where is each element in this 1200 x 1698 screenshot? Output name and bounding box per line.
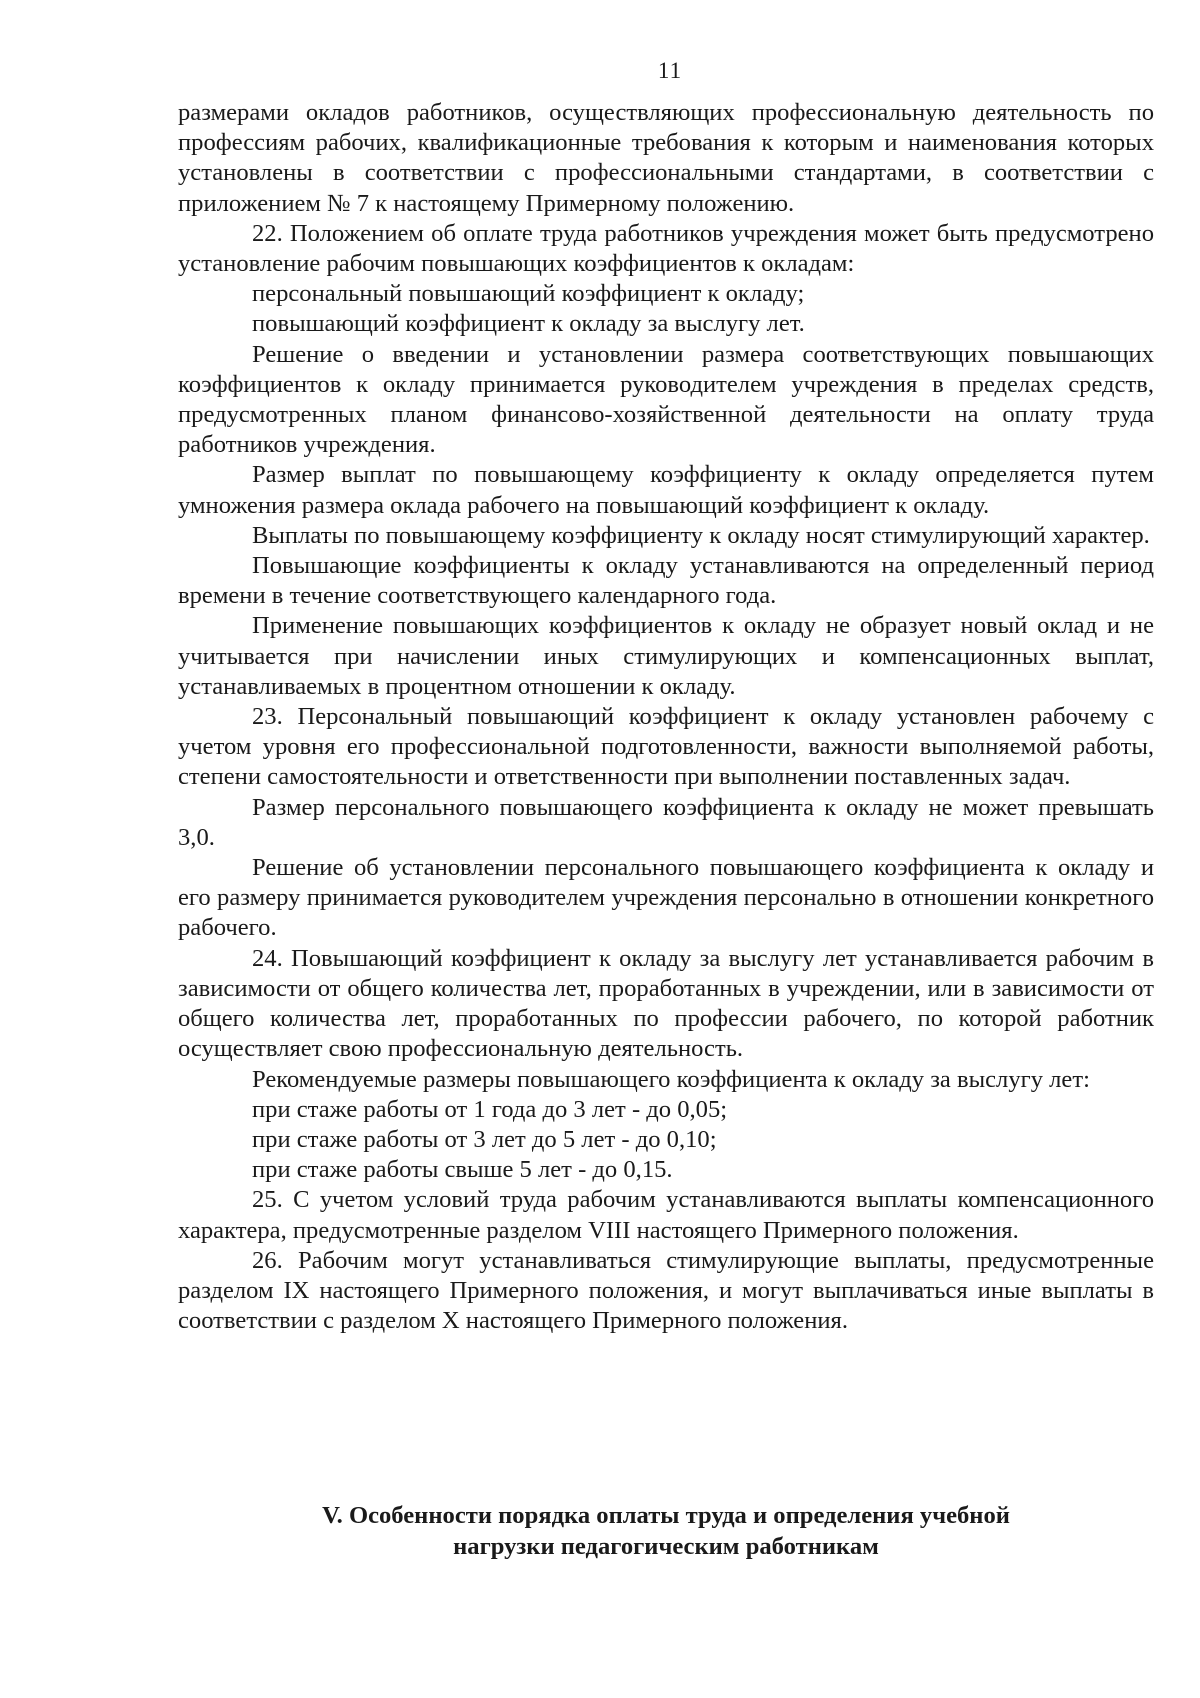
- paragraph-26: 26. Рабочим могут устанавливаться стимулирующие выплаты, предусмотренные разделом IX настоящего Примерного положения, и могут выплачиваться иные выплаты в соответствии с разделом X настоящего Примерного положения.: [178, 1246, 1154, 1335]
- list-item-seniority-coefficient: повышающий коэффициент к окладу за выслугу лет.: [252, 310, 805, 338]
- page-number: 11: [657, 58, 683, 83]
- section-heading-line-1: V. Особенности порядка оплаты труда и определения учебной: [322, 1502, 1010, 1529]
- list-heading-recommended-sizes: Рекомендуемые размеры повышающего коэффициента к окладу за выслугу лет:: [252, 1065, 1090, 1093]
- paragraph-24: 24. Повышающий коэффициент к окладу за выслугу лет устанавливается рабочим в зависимости от общего количества лет, проработанных в учреждении, или в зависимости от общего количества лет, проработанных по профессии рабочего, по которой работник осуществляет свою профессиональную деятельность.: [178, 944, 1154, 1063]
- paragraph-period: Повышающие коэффициенты к окладу устанавливаются на определенный период времени в течение соответствующего календарного года.: [178, 552, 1154, 610]
- list-item-tenure-3-5: при стаже работы от 3 лет до 5 лет - до 0,10;: [252, 1125, 717, 1153]
- document-body: [178, 98, 1154, 1336]
- paragraph-personal-decision: Решение об установлении персонального повышающего коэффициента к окладу и его размеру принимается руководителем учреждения персонально в отношении конкретного рабочего.: [178, 854, 1154, 942]
- paragraph-25: 25. С учетом условий труда рабочим устанавливаются выплаты компенсационного характера, предусмотренные разделом VIII настоящего Примерного положения.: [178, 1186, 1154, 1244]
- list-item-tenure-over-5: при стаже работы свыше 5 лет - до 0,15.: [252, 1156, 673, 1184]
- paragraph-stimulating-nature: Выплаты по повышающему коэффициенту к окладу носят стимулирующий характер.: [252, 521, 1150, 549]
- paragraph-application: Применение повышающих коэффициентов к окладу не образует новый оклад и не учитывается при начислении иных стимулирующих и компенсационных выплат, устанавливаемых в процентном отношении к окладу.: [178, 612, 1154, 700]
- section-heading: [178, 1500, 1154, 1562]
- paragraph-continuation: размерами окладов работников, осуществляющих профессиональную деятельность по профессиям рабочих, квалификационные требования к которым и наименования которых установлены в соответствии с профессиональными стандартами, в соответствии с приложением № 7 к настоящему Примерному положению.: [178, 99, 1154, 217]
- paragraph-payment-size: Размер выплат по повышающему коэффициенту к окладу определяется путем умножения размера оклада рабочего на повышающий коэффициент к окладу.: [178, 461, 1154, 519]
- list-item-tenure-1-3: при стаже работы от 1 года до 3 лет - до 0,05;: [252, 1095, 728, 1123]
- paragraph-23: 23. Персональный повышающий коэффициент к окладу установлен рабочему с учетом уровня его профессиональной подготовленности, важности выполняемой работы, степени самостоятельности и ответственности при выполнении поставленных задач.: [178, 703, 1154, 791]
- paragraph-22: 22. Положением об оплате труда работников учреждения может быть предусмотрено установление рабочим повышающих коэффициентов к окладам:: [178, 219, 1154, 278]
- list-item-personal-coefficient: персональный повышающий коэффициент к окладу;: [252, 280, 805, 308]
- section-heading-line-2: нагрузки педагогическим работникам: [453, 1533, 879, 1560]
- paragraph-max-coefficient: Размер персонального повышающего коэффициента к окладу не может превышать 3,0.: [178, 793, 1154, 851]
- paragraph-decision: Решение о введении и установлении размера соответствующих повышающих коэффициентов к окладу принимается руководителем учреждения в пределах средств, предусмотренных планом финансово-хозяйственной деятельности на оплату труда работников учреждения.: [178, 340, 1154, 459]
